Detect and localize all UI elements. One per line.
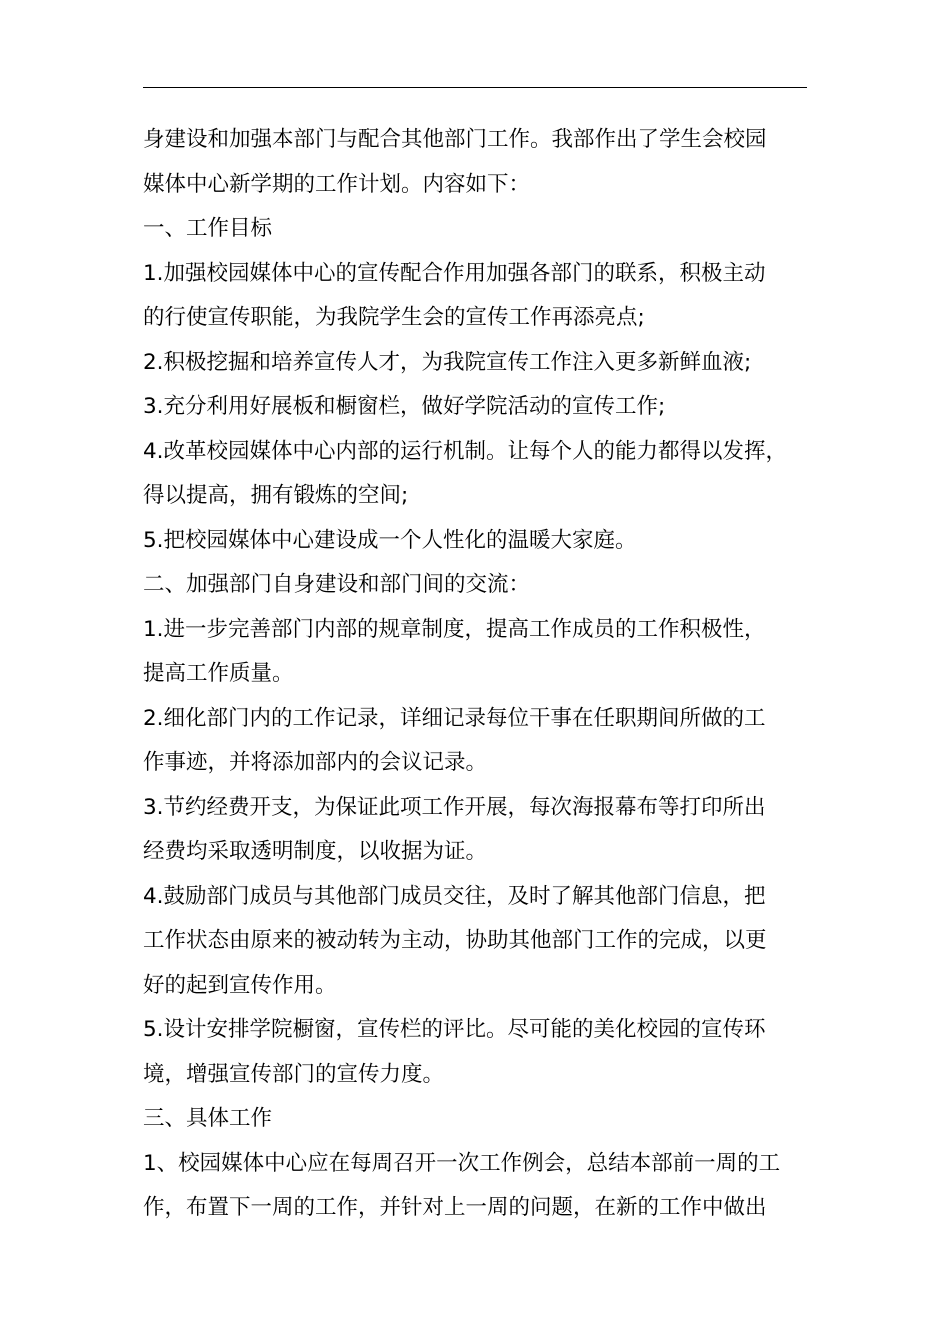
text-line: 4.鼓励部门成员与其他部门成员交往，及时了解其他部门信息，把: [143, 883, 766, 909]
text-line: 提高工作质量。: [143, 661, 294, 686]
header-rule: [143, 87, 807, 88]
text-line: 3.节约经费开支，为保证此项工作开展，每次海报幕布等打印所出: [143, 794, 766, 820]
text-line: 工作状态由原来的被动转为主动，协助其他部门工作的完成，以更: [143, 928, 767, 953]
text-line: 境，增强宣传部门的宣传力度。: [143, 1061, 445, 1087]
text-line: 作，布置下一周的工作，并针对上一周的问题，在新的工作中做出: [143, 1195, 767, 1220]
text-line: 5.设计安排学院橱窗，宣传栏的评比。尽可能的美化校园的宣传环: [143, 1017, 766, 1042]
text-line: 3.充分利用好展板和橱窗栏，做好学院活动的宣传工作;: [143, 394, 666, 419]
text-line: 4.改革校园媒体中心内部的运行机制。让每个人的能力都得以发挥，: [143, 438, 788, 464]
section-heading: 二、加强部门自身建设和部门间的交流：: [143, 572, 531, 597]
text-line: 2.细化部门内的工作记录，详细记录每位干事在任职期间所做的工: [143, 705, 766, 731]
section-heading: 三、具体工作: [143, 1106, 273, 1131]
text-line: 身建设和加强本部门与配合其他部门工作。我部作出了学生会校园: [143, 127, 767, 152]
text-line: 1.进一步完善部门内部的规章制度，提高工作成员的工作积极性，: [143, 616, 766, 642]
text-line: 5.把校园媒体中心建设成一个人性化的温暖大家庭。: [143, 527, 637, 553]
text-line: 媒体中心新学期的工作计划。内容如下：: [143, 171, 531, 197]
text-line: 1.加强校园媒体中心的宣传配合作用加强各部门的联系，积极主动: [143, 260, 766, 286]
text-line: 2.积极挖掘和培养宣传人才，为我院宣传工作注入更多新鲜血液;: [143, 349, 752, 375]
text-line: 经费均采取透明制度，以收据为证。: [143, 839, 488, 864]
text-line: 1、校园媒体中心应在每周召开一次工作例会，总结本部前一周的工: [143, 1150, 781, 1176]
text-line: 得以提高，拥有锻炼的空间;: [143, 483, 409, 508]
document-body: [143, 118, 815, 1231]
text-line: 作事迹，并将添加部内的会议记录。: [143, 750, 488, 775]
text-line: 好的起到宣传作用。: [143, 972, 337, 998]
section-heading: 一、工作目标: [143, 216, 273, 241]
text-line: 的行使宣传职能，为我院学生会的宣传工作再添亮点;: [143, 305, 645, 330]
